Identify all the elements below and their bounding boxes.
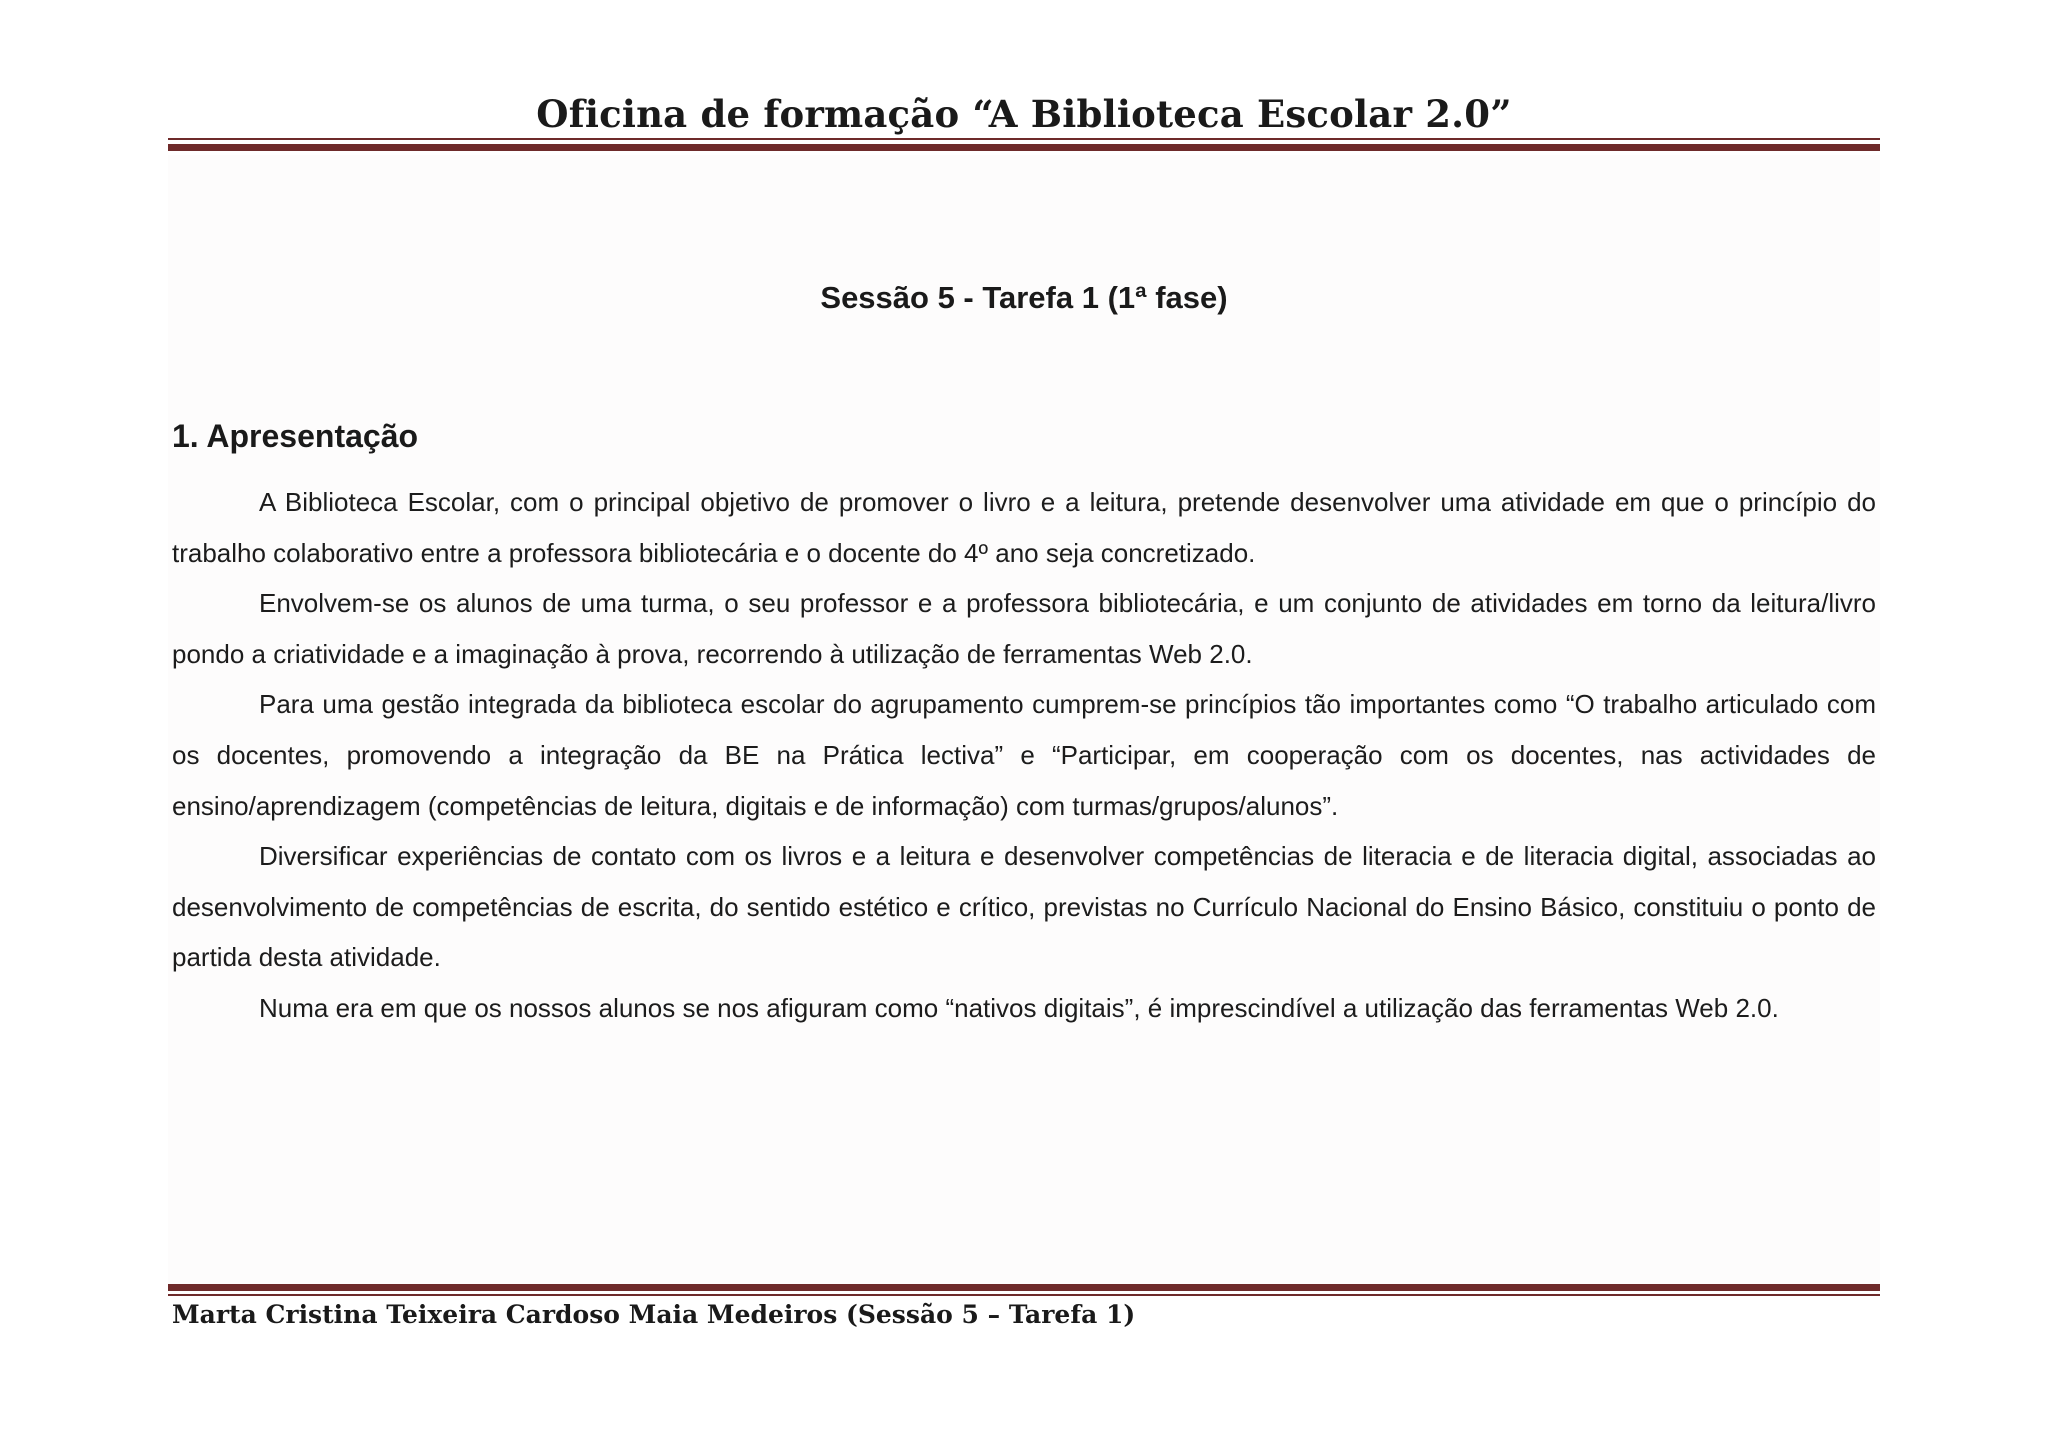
footer-author-line: Marta Cristina Teixeira Cardoso Maia Medeiros (Sessão 5 – Tarefa 1) [172, 1300, 1136, 1329]
paragraph: Para uma gestão integrada da biblioteca escolar do agrupamento cumprem-se princípios tão importantes como “O trabalho articulado com os docentes, promovendo a integração da BE na Prática lectiva” e “Participar, em cooperação com os docentes, nas actividades de ensino/aprendizagem (competências de leitura, digitais e de informação) com turmas/grupos/alunos”. [172, 689, 1876, 821]
paragraph: Envolvem-se os alunos de uma turma, o seu professor e a professora bibliotecária, e um conjunto de atividades em torno da leitura/livro pondo a criatividade e a imaginação à prova, recorrendo à utilização de ferramentas Web 2.0. [172, 588, 1876, 669]
paragraph: Diversificar experiências de contato com os livros e a leitura e desenvolver competências de literacia e de literacia digital, associadas ao desenvolvimento de competências de escrita, do sentido estético e crítico, previstas no Currículo Nacional do Ensino Básico, constituiu o ponto de partida desta atividade. [172, 841, 1876, 973]
section-heading: 1. Apresentação [172, 418, 419, 454]
paragraph: Numa era em que os nossos alunos se nos afiguram como “nativos digitais”, é imprescindível a utilização das ferramentas Web 2.0. [259, 992, 1779, 1023]
header-rule-thick [168, 144, 1880, 151]
paragraph: A Biblioteca Escolar, com o principal objetivo de promover o livro e a leitura, pretende desenvolver uma atividade em que o princípio do trabalho colaborativo entre a professora bibliotecária e o docente do 4º ano seja concretizado. [172, 487, 1876, 568]
header-rule-thin [168, 138, 1880, 140]
footer-rule-thick [168, 1284, 1880, 1291]
body-text [172, 477, 1876, 1034]
session-title: Sessão 5 - Tarefa 1 (1ª fase) [820, 280, 1228, 315]
header-title: Oficina de formação “A Biblioteca Escolar 2.0” [536, 92, 1512, 136]
